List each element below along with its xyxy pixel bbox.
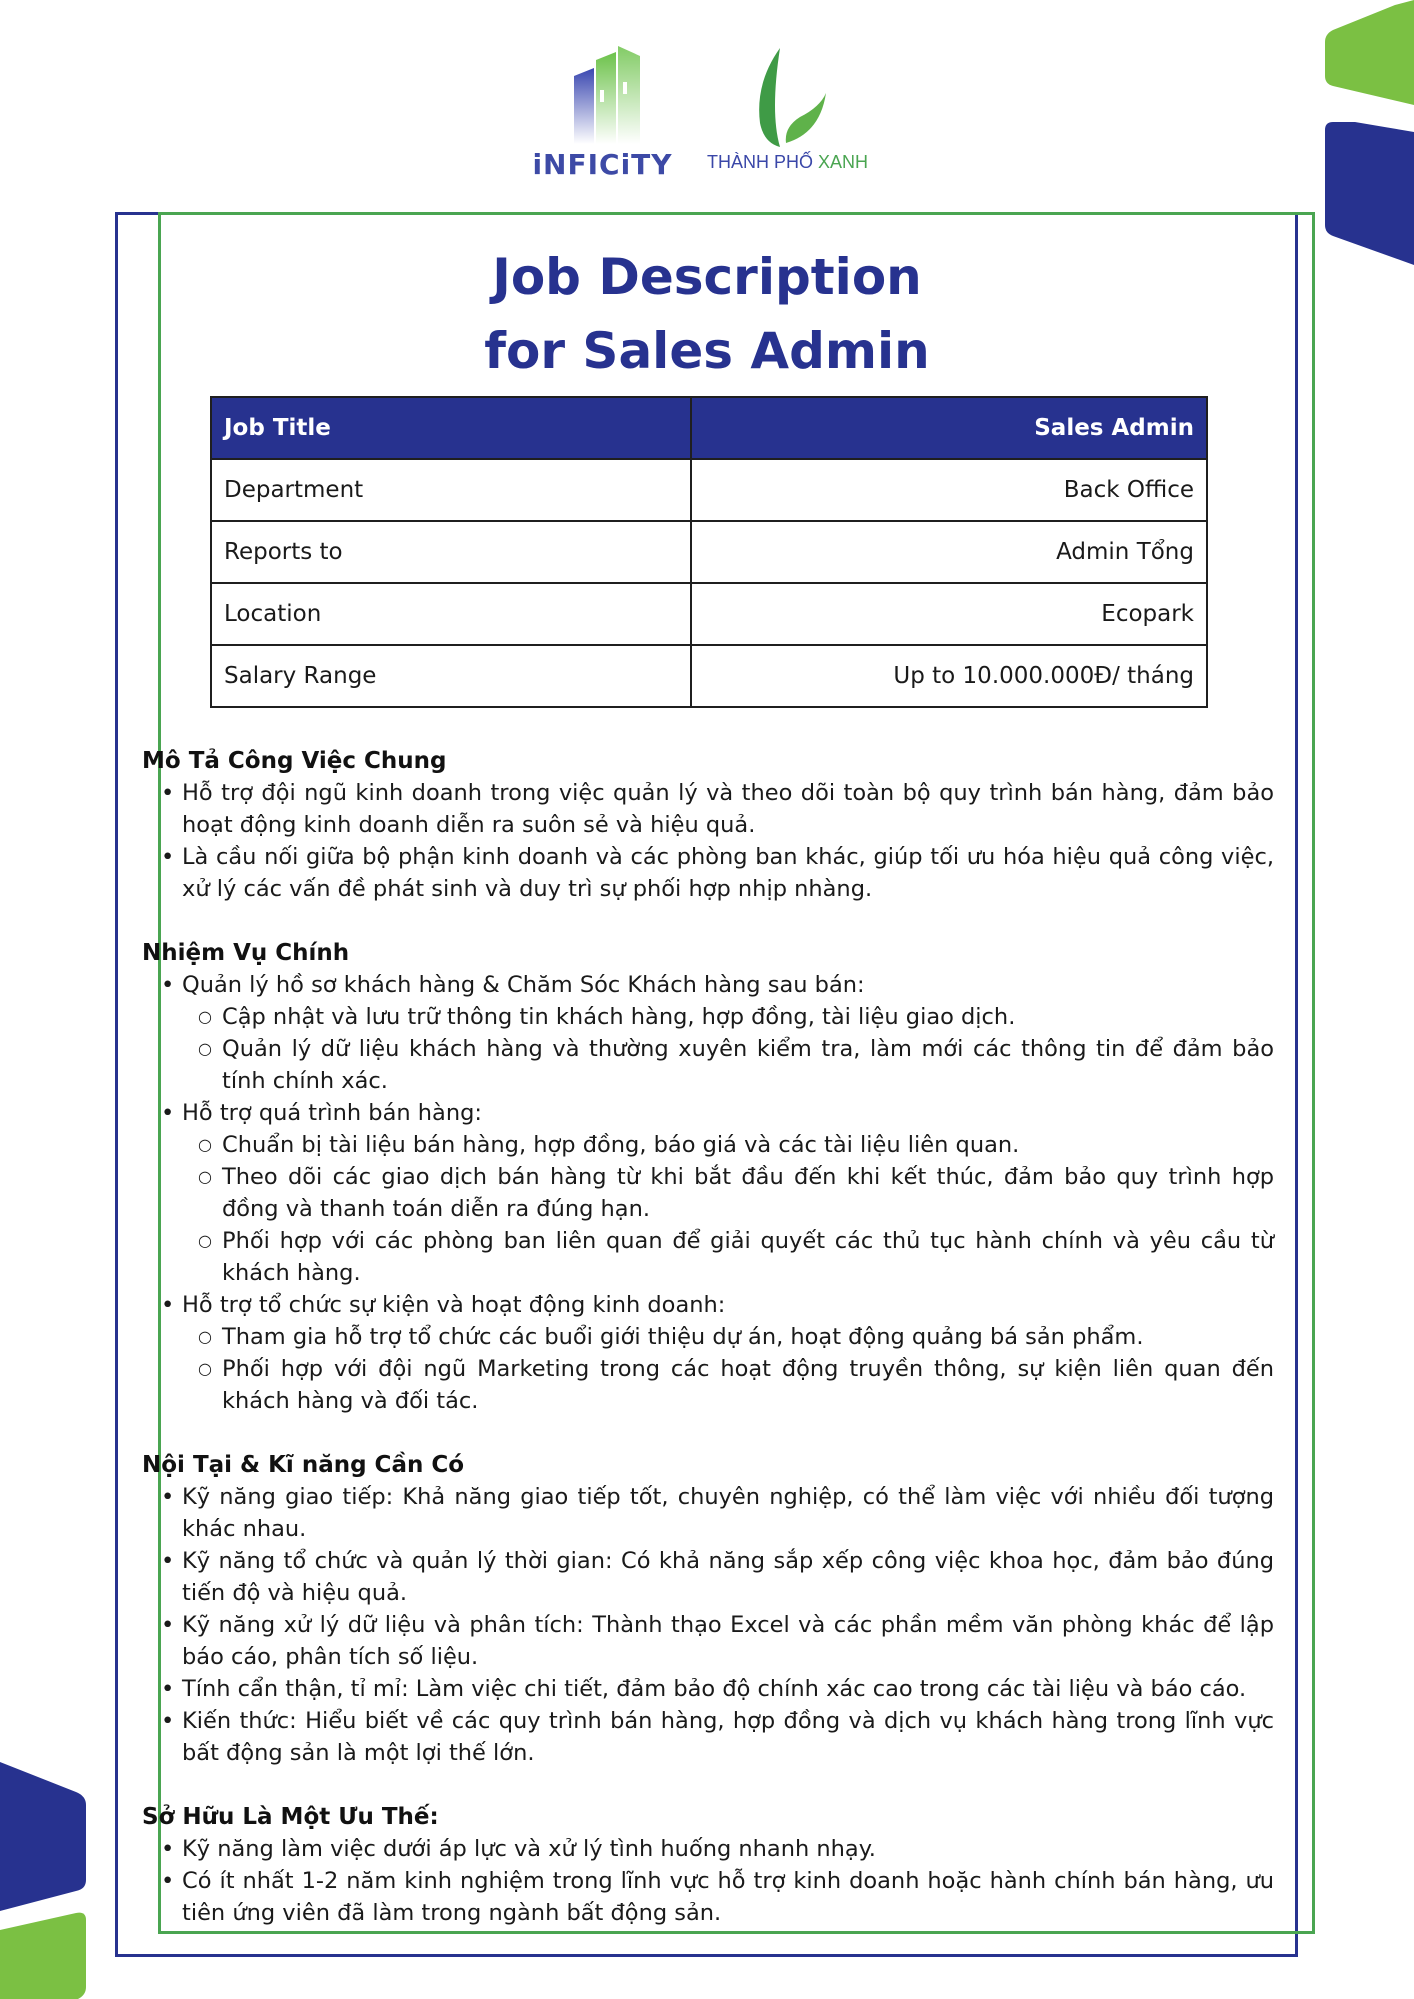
row-value: Up to 10.000.000Đ/ tháng <box>691 645 1207 707</box>
sub-list-item: ○ Phối hợp với đội ngũ Marketing trong các hoạt động truyền thông, sự kiện liên quan đến khách hàng và đối tác. <box>182 1353 1274 1417</box>
list-item: • Kiến thức: Hiểu biết về các quy trình bán hàng, hợp đồng và dịch vụ khách hàng trong lĩnh vực bất động sản là một lợi thế lớn. <box>142 1705 1274 1769</box>
section-duties <box>142 937 1274 1417</box>
section-heading: Mô Tả Công Việc Chung <box>142 748 447 774</box>
row-value: Admin Tổng <box>691 521 1207 583</box>
row-value: Ecopark <box>691 583 1207 645</box>
row-label: Reports to <box>211 521 691 583</box>
list-item: • Kỹ năng xử lý dữ liệu và phân tích: Thành thạo Excel và các phần mềm văn phòng khác để lập báo cáo, phân tích số liệu. <box>142 1609 1274 1673</box>
job-info-table <box>210 396 1208 708</box>
table-row <box>211 583 1207 645</box>
list-item: • Kỹ năng tổ chức và quản lý thời gian: Có khả năng sắp xếp công việc khoa học, đảm bảo đúng tiến độ và hiệu quả. <box>142 1545 1274 1609</box>
list-item: • Là cầu nối giữa bộ phận kinh doanh và các phòng ban khác, giúp tối ưu hóa hiệu quả công việc, xử lý các vấn đề phát sinh và duy trì sự phối hợp nhịp nhàng. <box>142 841 1274 905</box>
job-title-value: Sales Admin <box>691 397 1207 459</box>
row-label: Department <box>211 459 691 521</box>
table-row <box>211 459 1207 521</box>
corner-decoration-bottom-left <box>0 1755 90 1999</box>
sub-list-item: ○ Tham gia hỗ trợ tổ chức các buổi giới thiệu dự án, hoạt động quảng bá sản phẩm. <box>182 1321 1274 1353</box>
section-heading: Sở Hữu Là Một Ưu Thế: <box>142 1804 439 1830</box>
sub-list-item: ○ Phối hợp với các phòng ban liên quan để giải quyết các thủ tục hành chính và yêu cầu từ khách hàng. <box>182 1225 1274 1289</box>
leaf-icon <box>750 43 830 153</box>
group-label: Hỗ trợ quá trình bán hàng: <box>182 1100 482 1126</box>
bullet-list <box>142 969 1274 1417</box>
thanh-pho-xanh-wordmark <box>700 152 875 173</box>
wordmark-accent: XANH <box>818 152 869 172</box>
wordmark-main: THÀNH PHỐ <box>706 152 818 172</box>
table-row <box>211 521 1207 583</box>
bullet-list <box>142 1481 1274 1769</box>
list-item: • Tính cẩn thận, tỉ mỉ: Làm việc chi tiết, đảm bảo độ chính xác cao trong các tài liệu và báo cáo. <box>142 1673 1274 1705</box>
sub-list <box>182 1001 1274 1097</box>
table-row <box>211 645 1207 707</box>
group-label: Hỗ trợ tổ chức sự kiện và hoạt động kinh doanh: <box>182 1292 726 1318</box>
sub-list <box>182 1129 1274 1289</box>
list-item: • Hỗ trợ đội ngũ kinh doanh trong việc quản lý và theo dõi toàn bộ quy trình bán hàng, đảm bảo hoạt động kinh doanh diễn ra suôn sẻ và hiệu quả. <box>142 777 1274 841</box>
bullet-list <box>142 777 1274 905</box>
inficity-logo <box>530 46 675 181</box>
page-title <box>0 240 1414 388</box>
section-heading: Nhiệm Vụ Chính <box>142 940 350 966</box>
list-item <box>142 1289 1274 1417</box>
list-item <box>142 969 1274 1097</box>
title-line-1: Job Description <box>492 248 922 306</box>
inficity-wordmark: iNFICiTY <box>532 148 673 181</box>
list-item <box>142 1097 1274 1289</box>
sub-list-item: ○ Chuẩn bị tài liệu bán hàng, hợp đồng, báo giá và các tài liệu liên quan. <box>182 1129 1274 1161</box>
sub-list-item: ○ Theo dõi các giao dịch bán hàng từ khi bắt đầu đến khi kết thúc, đảm bảo quy trình hợp đồng và thanh toán diễn ra đúng hạn. <box>182 1161 1274 1225</box>
row-label: Location <box>211 583 691 645</box>
group-label: Quản lý hồ sơ khách hàng & Chăm Sóc Khách hàng sau bán: <box>182 972 865 998</box>
section-advantages <box>142 1801 1274 1929</box>
logo-header <box>0 38 1414 181</box>
sub-list <box>182 1321 1274 1417</box>
title-line-2: for Sales Admin <box>484 322 930 380</box>
section-heading: Nội Tại & Kĩ năng Cần Có <box>142 1452 465 1478</box>
list-item: • Kỹ năng làm việc dưới áp lực và xử lý tình huống nhanh nhạy. <box>142 1833 1274 1865</box>
bullet-list <box>142 1833 1274 1929</box>
table-header-row <box>211 397 1207 459</box>
sub-list-item: ○ Quản lý dữ liệu khách hàng và thường xuyên kiểm tra, làm mới các thông tin để đảm bảo tính chính xác. <box>182 1033 1274 1097</box>
thanh-pho-xanh-logo <box>700 43 875 178</box>
job-content <box>142 745 1274 1961</box>
section-skills <box>142 1449 1274 1769</box>
list-item: • Có ít nhất 1-2 năm kinh nghiệm trong lĩnh vực hỗ trợ kinh doanh hoặc hành chính bán hàng, ưu tiên ứng viên đã làm trong ngành bất động sản. <box>142 1865 1274 1929</box>
job-title-label: Job Title <box>211 397 691 459</box>
sub-list-item: ○ Cập nhật và lưu trữ thông tin khách hàng, hợp đồng, tài liệu giao dịch. <box>182 1001 1274 1033</box>
row-label: Salary Range <box>211 645 691 707</box>
row-value: Back Office <box>691 459 1207 521</box>
inficity-building-icon <box>572 46 642 144</box>
section-general <box>142 745 1274 905</box>
list-item: • Kỹ năng giao tiếp: Khả năng giao tiếp tốt, chuyên nghiệp, có thể làm việc với nhiều đối tượng khác nhau. <box>142 1481 1274 1545</box>
